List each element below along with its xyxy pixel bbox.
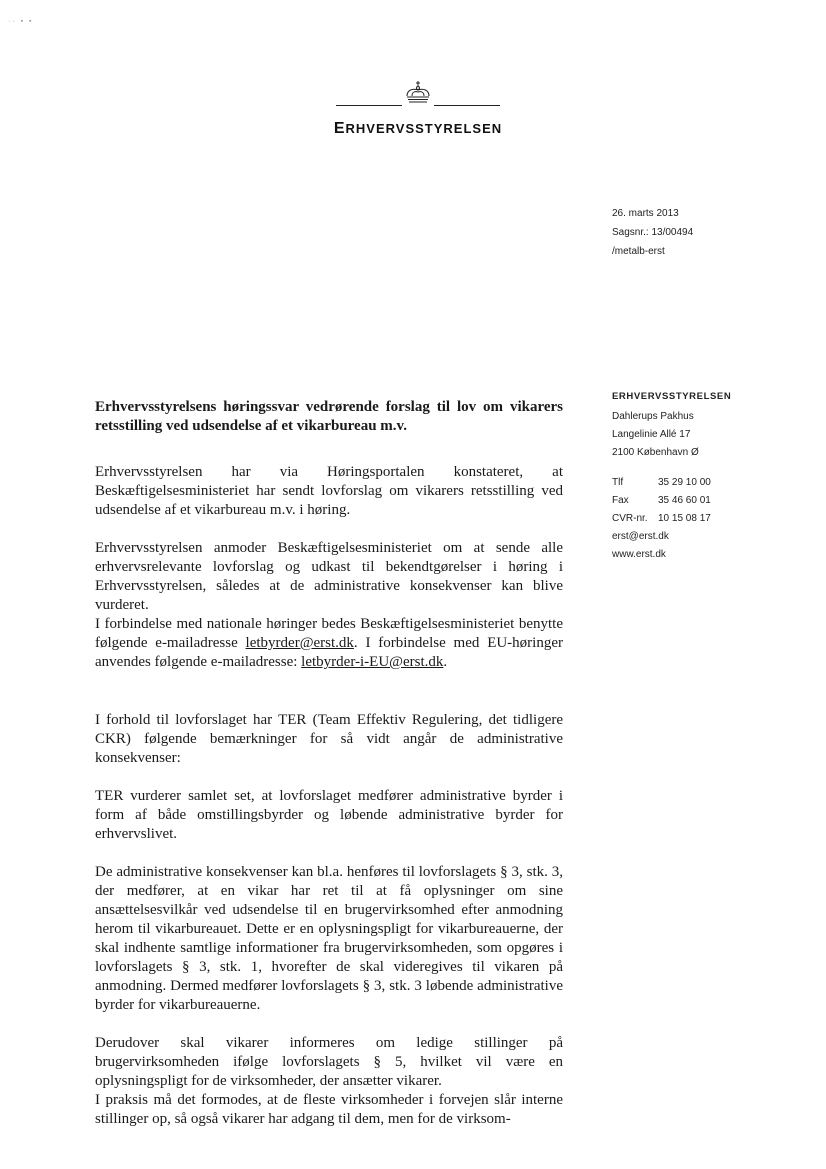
crown-icon [403, 80, 433, 104]
fax-row [612, 492, 731, 510]
letterhead-rule-left [336, 105, 402, 106]
sender-block [612, 390, 731, 564]
fax-number: 35 46 60 01 [658, 495, 711, 506]
scan-artifact: ·· ▪ ▪ [8, 18, 34, 25]
paragraph-3-text-b: . I forbindelse med EU-høringer anvendes følgende e-mailadresse: [95, 635, 563, 670]
reference-initials: /metalb-erst [612, 246, 665, 257]
paragraph-4: I forhold til lovforslaget har TER (Team Effektiv Regulering, det tidligere CKR) følgende bemærkninger for så vidt angår de administrative konsekvenser: [95, 712, 563, 766]
paragraph-7: Derudover skal vikarer informeres om ledige stillinger på brugervirksomheden ifølge lovforslagets § 5, hvilket vil være en oplysningspligt for de virksomheder, der ansætter vikarer. [95, 1035, 563, 1089]
cvr-number: 10 15 08 17 [658, 513, 711, 524]
phone-number: 35 29 10 00 [658, 477, 711, 488]
cvr-label: CVR-nr. [612, 513, 648, 524]
email-link-eu[interactable]: letbyrder-i-EU@erst.dk [301, 654, 444, 670]
letter-date: 26. marts 2013 [612, 208, 679, 219]
sender-name: ERHVERVSSTYRELSEN [612, 391, 732, 402]
letter-meta [612, 204, 693, 261]
paragraph-8: I praksis må det formodes, at de fleste virksomheder i forvejen slår interne stillinger op, så også vikarer har adgang til dem, men for de virksom- [95, 1092, 563, 1127]
paragraph-3 [95, 615, 563, 672]
phone-row [612, 474, 731, 492]
paragraph-3-text-c: . [443, 654, 448, 670]
sender-website[interactable]: www.erst.dk [612, 549, 666, 560]
sender-address2: Langelinie Allé 17 [612, 429, 691, 440]
letter-title: Erhvervsstyrelsens høringssvar vedrørende forslag til lov om vikarers retsstilling ved udsendelse af et vikarbureau m.v. [95, 399, 563, 434]
sender-address1: Dahlerups Pakhus [612, 411, 694, 422]
letterhead-name-rest: RHVERVSSTYRELSEN [345, 121, 503, 136]
letterhead-initial: E [333, 120, 346, 137]
fax-label: Fax [612, 495, 629, 506]
paragraph-5: TER vurderer samlet set, at lovforslaget medfører administrative byrder i form af både omstillingsbyrder og løbende administrative byrder for erhvervslivet. [95, 788, 563, 842]
email-link-national[interactable]: letbyrder@erst.dk [245, 635, 354, 651]
cvr-row [612, 510, 731, 528]
letter-body [95, 398, 563, 1129]
letterhead-name [330, 120, 506, 138]
paragraph-6: De administrative konsekvenser kan bl.a. henføres til lovforslagets § 3, stk. 3, der medfører, at en vikar har ret til at få oplysninger om sine ansættelsesvilkår ved udsendelse til en brugervirksomhed efter anmodning herom til vikarbureauet. Dette er en oplysningspligt for vikarbureauerne, der skal indhente samtlige informationer fra brugervirksomheden, som opgøres i lovforslagets § 3, stk. 1, hvorefter de skal videregives til vikaren på anmodning. Dermed medfører lovforslagets § 3, stk. 3 løbende administrative byrder for vikarbureauerne. [95, 864, 563, 1013]
phone-label: Tlf [612, 477, 624, 488]
paragraph-3-text-a: I forbindelse med nationale høringer bedes Beskæftigelsesministeriet benytte følgende e-mailadresse [95, 616, 563, 651]
case-number: Sagsnr.: 13/00494 [612, 227, 694, 238]
paragraph-2: Erhvervsstyrelsen anmoder Beskæftigelsesministeriet om at sende alle erhvervsrelevante lovforslag og udkast til bekendtgørelser i høring i Erhvervsstyrelsen, således at de administrative konsekvenser kan blive vurderet. [95, 540, 563, 613]
letterhead-rule-right [434, 105, 500, 106]
sender-city: 2100 København Ø [612, 447, 699, 458]
sender-email[interactable]: erst@erst.dk [612, 531, 669, 542]
paragraph-1: Erhvervsstyrelsen har via Høringsportalen konstateret, at Beskæftigelsesministeriet har sendt lovforslag om vikarers retsstilling ved udsendelse af et vikarbureau m.v. i høring. [95, 464, 563, 518]
